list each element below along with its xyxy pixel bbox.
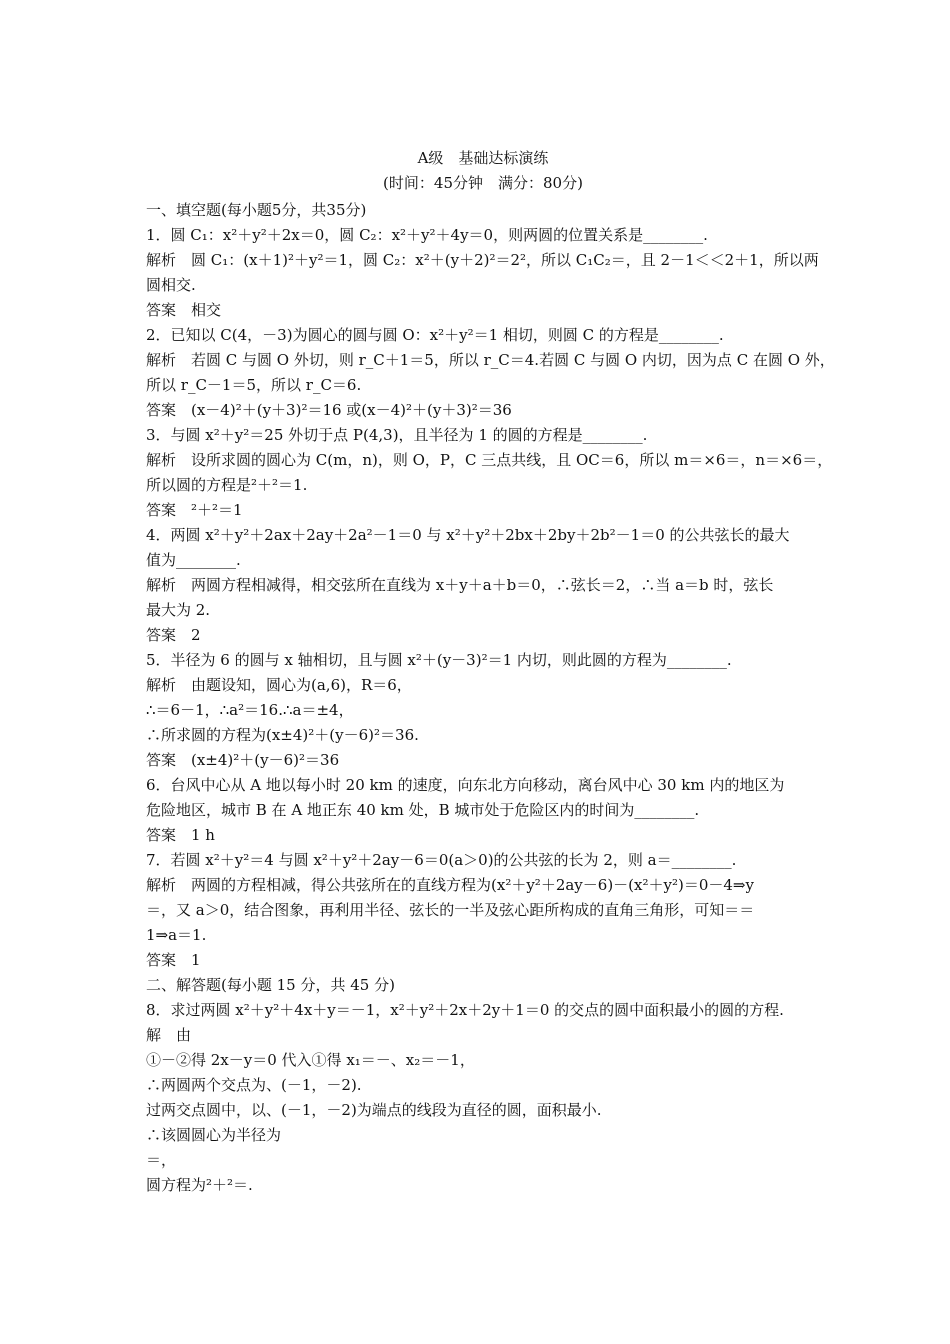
analysis-line: 1⇒a＝1. [146, 926, 207, 944]
problem-line: 8．求过两圆 x²＋y²＋4x＋y＝－1，x²＋y²＋2x＋2y＋1＝0 的交点的圆中面积最小的圆的方程. [146, 1001, 784, 1019]
answer-line: 答案 1 h [146, 826, 215, 844]
answer-line: 答案 相交 [146, 301, 222, 319]
problem-line: 危险地区，城市 B 在 A 地正东 40 km 处，B 城市处于危险区内的时间为________. [146, 801, 700, 819]
problem-line: 1．圆 C₁：x²＋y²＋2x＝0，圆 C₂：x²＋y²＋4y＝0，则两圆的位置关系是________. [146, 226, 708, 244]
solution-line: ∴两圆两个交点为、(－1，－2). [146, 1076, 362, 1094]
analysis-line: 解析 圆 C₁：(x＋1)²＋y²＝1，圆 C₂：x²＋(y＋2)²＝2²，所以 C₁C₂＝，且 2－1＜＜2＋1，所以两 [146, 251, 819, 269]
problem-line: 3．与圆 x²＋y²＝25 外切于点 P(4,3)，且半径为 1 的圆的方程是________. [146, 426, 648, 444]
solution-line: 解 由 [146, 1026, 192, 1044]
analysis-line: 所以圆的方程是²＋²＝1. [146, 476, 308, 494]
analysis-line: ∴所求圆的方程为(x±4)²＋(y－6)²＝36. [146, 726, 419, 744]
answer-line: 答案 2 [146, 626, 201, 644]
problem-line: 5．半径为 6 的圆与 x 轴相切，且与圆 x²＋(y－3)²＝1 内切，则此圆的方程为________. [146, 651, 732, 669]
solution-line: ①－②得 2x－y＝0 代入①得 x₁＝－、x₂＝－1， [146, 1051, 475, 1069]
analysis-line: 解析 两圆方程相减得，相交弦所在直线为 x＋y＋a＋b＝0，∴弦长＝2，∴当 a＝b 时，弦长 [146, 576, 774, 594]
problem-line: 2．已知以 C(4，－3)为圆心的圆与圆 O：x²＋y²＝1 相切，则圆 C 的方程是________. [146, 326, 724, 344]
analysis-line: 最大为 2. [146, 601, 211, 619]
answer-line: 答案 1 [146, 951, 201, 969]
analysis-line: 解析 由题设知，圆心为(a,6)，R＝6， [146, 676, 412, 694]
problem-line: 7．若圆 x²＋y²＝4 与圆 x²＋y²＋2ay－6＝0(a＞0)的公共弦的长为 2，则 a＝________. [146, 851, 737, 869]
analysis-line: 圆相交. [146, 276, 196, 294]
analysis-line: 解析 两圆的方程相减，得公共弦所在的直线方程为(x²＋y²＋2ay－6)－(x²＋y²)＝0－4⇒y [146, 876, 754, 894]
answer-line: 答案 ²＋²＝1 [146, 501, 243, 519]
problem-line: 6．台风中心从 A 地以每小时 20 km 的速度，向东北方向移动，离台风中心 30 km 内的地区为 [146, 776, 785, 794]
section-heading: 二、解答题(每小题 15 分，共 45 分) [146, 976, 395, 994]
solution-line: ＝， [146, 1151, 177, 1169]
answer-line: 答案 (x±4)²＋(y－6)²＝36 [146, 751, 340, 769]
document-body [146, 198, 835, 1198]
analysis-line: ∴＝6－1，∴a²＝16.∴a＝±4， [146, 701, 354, 719]
problem-line: 值为________. [146, 551, 241, 569]
analysis-line: 所以 r_C－1＝5，所以 r_C＝6. [146, 376, 362, 394]
section-heading: 一、填空题(每小题5分，共35分) [146, 201, 367, 219]
answer-line: 答案 (x－4)²＋(y＋3)²＝16 或(x－4)²＋(y＋3)²＝36 [146, 401, 512, 419]
solution-line: 过两交点圆中，以、(－1，－2)为端点的线段为直径的圆，面积最小. [146, 1101, 602, 1119]
problem-line: 4．两圆 x²＋y²＋2ax＋2ay＋2a²－1＝0 与 x²＋y²＋2bx＋2by＋2b²－1＝0 的公共弦长的最大 [146, 526, 790, 544]
analysis-line: 解析 设所求圆的圆心为 C(m，n)，则 O，P，C 三点共线，且 OC＝6，所以 m＝×6＝，n＝×6＝， [146, 451, 833, 469]
analysis-line: 解析 若圆 C 与圆 O 外切，则 r_C＋1＝5，所以 r_C＝4.若圆 C 与圆 O 内切，因为点 C 在圆 O 外， [146, 351, 835, 369]
section-title: A级 基础达标演练 [417, 149, 549, 167]
solution-line: ∴该圆圆心为半径为 [146, 1126, 282, 1144]
exam-info: (时间：45分钟 满分：80分) [383, 174, 583, 192]
analysis-line: ＝，又 a＞0，结合图象，再利用半径、弦长的一半及弦心距所构成的直角三角形，可知＝＝ [146, 901, 755, 919]
solution-line: 圆方程为²＋²＝. [146, 1176, 253, 1194]
document-header [146, 146, 820, 196]
